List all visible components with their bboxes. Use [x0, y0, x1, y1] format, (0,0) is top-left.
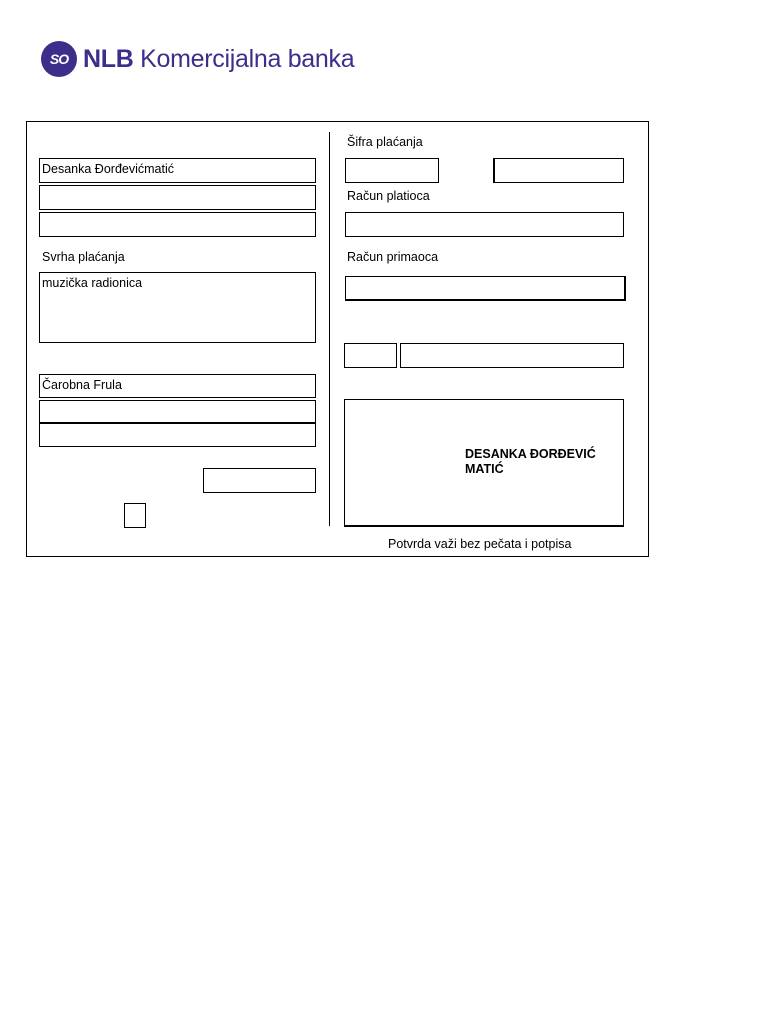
reference-number-field[interactable] — [400, 343, 624, 368]
payer-field-line1[interactable]: Desanka Đorđevićmatić — [39, 158, 316, 183]
model-field[interactable] — [344, 343, 397, 368]
bank-name — [83, 45, 354, 74]
currency-field[interactable] — [493, 158, 624, 183]
small-field-left[interactable] — [203, 468, 316, 493]
checkbox[interactable] — [124, 503, 146, 528]
stamp-box — [344, 399, 624, 527]
recipient-field-line3[interactable] — [39, 423, 316, 447]
confirmation-note: Potvrda važi bez pečata i potpisa — [388, 537, 572, 551]
stamp-line-2: MATIĆ — [465, 462, 504, 476]
payment-code-field[interactable] — [345, 158, 439, 183]
payer-field-line2[interactable] — [39, 185, 316, 210]
recipient-field-line2[interactable] — [39, 400, 316, 423]
stamp-line-1: DESANKA ĐORĐEVIĆ — [465, 447, 596, 461]
purpose-field[interactable]: muzička radionica — [39, 272, 316, 343]
payment-slip — [26, 121, 649, 557]
payer-account-label: Račun platioca — [347, 189, 430, 203]
nlb-logo-icon — [41, 41, 77, 77]
payment-code-label: Šifra plaćanja — [347, 135, 423, 149]
column-divider — [329, 132, 330, 526]
logo-mark-text: SO — [49, 51, 69, 67]
payer-account-field[interactable] — [345, 212, 624, 237]
payer-field-line3[interactable] — [39, 212, 316, 237]
recipient-account-field[interactable] — [345, 276, 626, 301]
bank-name-bold: NLB — [83, 44, 134, 73]
purpose-label: Svrha plaćanja — [42, 250, 125, 264]
bank-logo — [41, 40, 354, 78]
recipient-field-line1[interactable]: Čarobna Frula — [39, 374, 316, 398]
recipient-account-label: Račun primaoca — [347, 250, 439, 264]
bank-name-rest: Komercijalna banka — [140, 44, 355, 73]
